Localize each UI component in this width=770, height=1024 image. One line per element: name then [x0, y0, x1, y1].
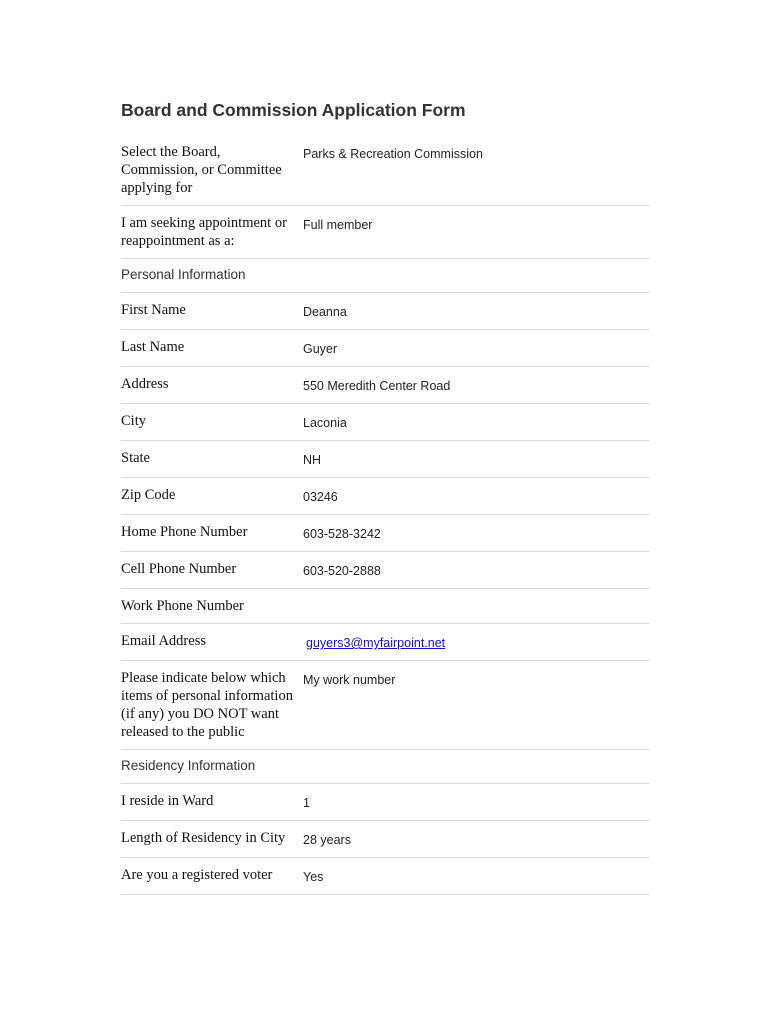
email-label: Email Address [121, 633, 206, 649]
withhold-info-value: My work number [303, 673, 396, 687]
withhold-info-label: Please indicate below which items of personal information (if any) you DO NOT want released to the public [121, 670, 293, 740]
last-name-value: Guyer [303, 342, 338, 356]
work-phone-label: Work Phone Number [121, 598, 244, 614]
state-value: NH [303, 453, 322, 467]
row-appointment [121, 206, 649, 259]
section-personal-information: Personal Information [121, 259, 649, 293]
row-registered-voter [121, 858, 649, 895]
row-residency-length [121, 821, 649, 858]
address-value: 550 Meredith Center Road [303, 379, 451, 393]
city-label: City [121, 413, 146, 429]
first-name-label: First Name [121, 302, 186, 318]
ward-label: I reside in Ward [121, 793, 214, 809]
email-link[interactable]: guyers3@myfairpoint.net [306, 636, 446, 650]
address-label: Address [121, 376, 169, 392]
ward-value: 1 [303, 796, 310, 810]
row-board [121, 143, 649, 206]
work-phone-value [303, 597, 649, 615]
first-name-value: Deanna [303, 305, 347, 319]
appointment-value: Full member [303, 218, 373, 232]
state-label: State [121, 450, 150, 466]
form-title: Board and Commission Application Form [121, 100, 466, 120]
row-address [121, 367, 649, 404]
registered-voter-label: Are you a registered voter [121, 867, 273, 883]
home-phone-value: 603-528-3242 [303, 527, 381, 541]
cell-phone-value: 603-520-2888 [303, 564, 381, 578]
board-value: Parks & Recreation Commission [303, 147, 483, 161]
row-home-phone [121, 515, 649, 552]
row-first-name [121, 293, 649, 330]
application-form [121, 100, 649, 895]
last-name-label: Last Name [121, 339, 185, 355]
row-work-phone [121, 589, 649, 624]
zip-code-label: Zip Code [121, 487, 176, 503]
row-cell-phone [121, 552, 649, 589]
residency-length-label: Length of Residency in City [121, 830, 286, 846]
row-state [121, 441, 649, 478]
board-label: Select the Board, Commission, or Committee applying for [121, 144, 282, 196]
email-value [303, 632, 649, 652]
row-last-name [121, 330, 649, 367]
home-phone-label: Home Phone Number [121, 524, 248, 540]
row-city [121, 404, 649, 441]
cell-phone-label: Cell Phone Number [121, 561, 237, 577]
row-zip-code [121, 478, 649, 515]
appointment-label: I am seeking appointment or reappointment as a: [121, 215, 287, 249]
section-residency-information: Residency Information [121, 750, 649, 784]
residency-length-value: 28 years [303, 833, 351, 847]
registered-voter-value: Yes [303, 870, 324, 884]
zip-code-value: 03246 [303, 490, 338, 504]
row-withhold-info [121, 661, 649, 750]
row-email [121, 624, 649, 661]
row-ward [121, 784, 649, 821]
city-value: Laconia [303, 416, 347, 430]
